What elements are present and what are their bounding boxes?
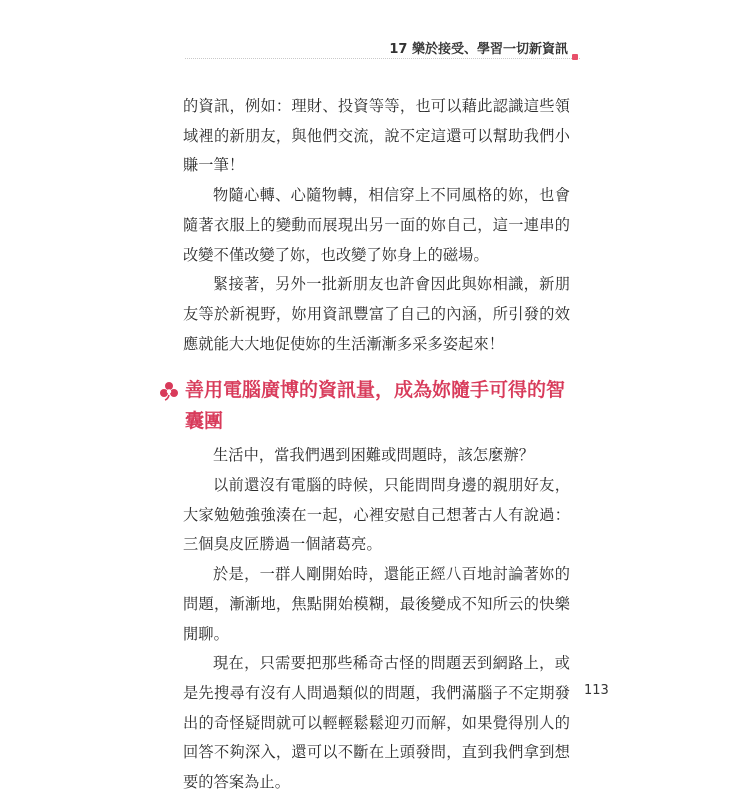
section-heading-text: 善用電腦廣博的資訊量，成為妳隨手可得的智囊團 bbox=[185, 379, 566, 433]
page-number: 113 bbox=[584, 683, 609, 698]
flower-bullet-icon bbox=[159, 381, 179, 401]
page-body bbox=[183, 92, 570, 798]
section-content bbox=[183, 441, 570, 797]
paragraph: 以前還沒有電腦的時候，只能問問身邊的親朋好友，大家勉勉強強湊在一起，心裡安慰自己想著古人有說過：三個臭皮匠勝過一個諸葛亮。 bbox=[183, 476, 570, 554]
header-accent-mark bbox=[572, 54, 578, 60]
header-divider bbox=[185, 58, 580, 59]
paragraph: 生活中，當我們遇到困難或問題時，該怎麼辦？ bbox=[213, 446, 535, 465]
running-header: 17 樂於接受、學習一切新資訊 bbox=[389, 42, 568, 57]
paragraph: 現在，只需要把那些稀奇古怪的問題丟到網路上，或是先搜尋有沒有人問過類似的問題，我們滿腦子不定期發出的奇怪疑問就可以輕輕鬆鬆迎刃而解，如果覺得別人的回答不夠深入，還可以不斷在上頭發問，直到我們拿到想要的答案為止。 bbox=[183, 654, 570, 792]
paragraph: 緊接著，另外一批新朋友也許會因此與妳相識，新朋友等於新視野，妳用資訊豐富了自己的內涵，所引發的效應就能大大地促使妳的生活漸漸多采多姿起來！ bbox=[183, 275, 570, 353]
paragraph: 物隨心轉、心隨物轉，相信穿上不同風格的妳，也會隨著衣服上的變動而展現出另一面的妳自己，這一連串的改變不僅改變了妳，也改變了妳身上的磁場。 bbox=[183, 186, 570, 264]
paragraph: 於是，一群人剛開始時，還能正經八百地討論著妳的問題，漸漸地，焦點開始模糊，最後變成不知所云的快樂閒聊。 bbox=[183, 565, 570, 643]
paragraph: 的資訊，例如：理財、投資等等，也可以藉此認識這些領域裡的新朋友，與他們交流，說不定這還可以幫助我們小賺一筆！ bbox=[183, 97, 570, 175]
section-heading bbox=[159, 375, 570, 437]
